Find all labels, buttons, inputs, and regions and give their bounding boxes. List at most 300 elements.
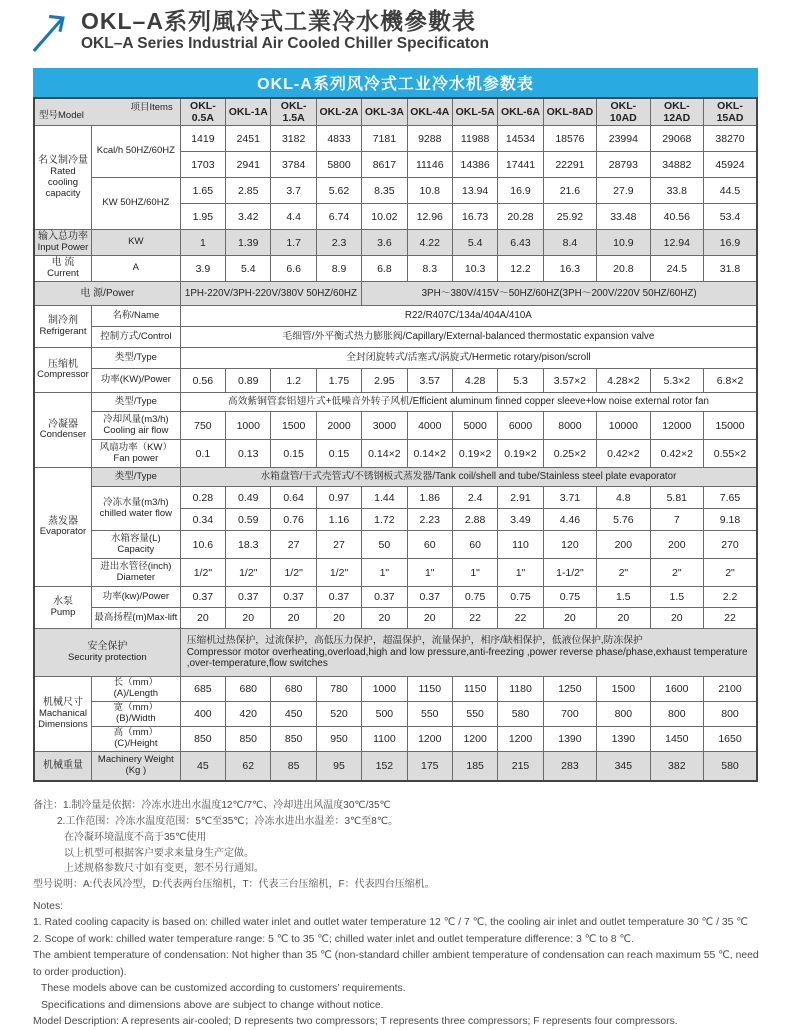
section-rated-cooling-capacity [34, 126, 91, 230]
spec-value-cell: 3.42 [226, 204, 271, 230]
spec-value-cell: 800 [650, 701, 703, 726]
item-kw-label: KW 50HZ/60HZ [91, 178, 180, 230]
note-line: These models above can be customized according to customers’ requirements. [41, 983, 406, 995]
spec-value-cell: 33.8 [650, 178, 703, 204]
spec-value-cell: 0.34 [180, 509, 225, 531]
section-mechanical-dimensions [34, 677, 91, 752]
spec-value-cell: 1390 [597, 726, 650, 751]
item-kcal-label: Kcal/h 50HZ/60HZ [91, 126, 180, 178]
spec-value-cell: 0.37 [271, 587, 316, 608]
spec-value-cell: 3.6 [362, 230, 407, 256]
model-header-cell: OKL-10AD [597, 98, 650, 126]
section-label-en: Compressor [37, 369, 89, 381]
row-evaporator-type [34, 468, 757, 487]
spec-value-cell: 850 [271, 726, 316, 751]
item-label-en: Fan power [113, 452, 159, 464]
table-title-bar: OKL-A系列风冷式工业冷水机参数表 [33, 68, 758, 97]
item-pipe-diameter [91, 559, 180, 587]
spec-value-cell: 7181 [362, 126, 407, 152]
notes-section [33, 798, 763, 1030]
item-refrigerant-control: 控制方式/Control [91, 327, 180, 348]
section-compressor [34, 348, 91, 393]
spec-value-cell: 6000 [498, 412, 543, 440]
spec-value-cell: 2" [597, 559, 650, 587]
note-line: 2. Scope of work: chilled water temperature range: 5 ℃ to 35 ℃; chilled water inlet and outlet temperature difference: 3 ℃ to 8 ℃. [33, 933, 634, 945]
section-label-en: Refrigerant [39, 325, 87, 337]
note-line: 以上机型可根据客户要求来量身生产定做。 [64, 847, 254, 859]
spec-value-cell: 4000 [407, 412, 452, 440]
spec-value-cell: 3182 [271, 126, 316, 152]
item-label-zh: 风扇功率（KW） [99, 441, 172, 453]
spec-value-cell: 1250 [543, 677, 596, 702]
spec-value-cell: 9.18 [704, 509, 757, 531]
spec-value-cell: 20.28 [498, 204, 543, 230]
spec-value-cell: 31.8 [704, 256, 757, 282]
row-input-power [34, 230, 757, 256]
spec-value-cell: 1450 [650, 726, 703, 751]
spec-value-cell: 2.88 [452, 509, 497, 531]
spec-value-cell: 1.5 [597, 587, 650, 608]
spec-value-cell: 22291 [543, 152, 596, 178]
spec-value-cell: 20 [316, 608, 361, 629]
section-label-zh: 蒸发器 [47, 515, 78, 527]
spec-value-cell: 5.3×2 [650, 369, 703, 393]
spec-value-cell: 12.2 [498, 256, 543, 282]
spec-value-cell: 0.37 [226, 587, 271, 608]
spec-value-cell: 1.95 [180, 204, 225, 230]
spec-value-cell: 283 [543, 751, 596, 781]
spec-value-cell: 0.42×2 [650, 440, 703, 468]
refrigerant-name-value: R22/R407C/134a/404A/410A [180, 306, 757, 327]
spec-value-cell: 345 [597, 751, 650, 781]
spec-value-cell: 270 [704, 531, 757, 559]
spec-value-cell: 13.94 [452, 178, 497, 204]
spec-value-cell: 17441 [498, 152, 543, 178]
spec-value-cell: 5.76 [597, 509, 650, 531]
note-line: 2.工作范围：冷冻水温度范围：5℃至35℃；冷冻水进出水温差：3℃至8℃。 [57, 815, 399, 827]
spec-value-cell: 8617 [362, 152, 407, 178]
spec-value-cell: 23994 [597, 126, 650, 152]
section-label-en: Machanical Dimensions [38, 707, 88, 730]
model-header-cell: OKL-6A [498, 98, 543, 126]
section-power-supply: 电 源/Power [34, 282, 180, 306]
model-header-cell: OKL-4A [407, 98, 452, 126]
spec-value-cell: 0.15 [316, 440, 361, 468]
spec-value-cell: 0.1 [180, 440, 225, 468]
item-tank-capacity [91, 531, 180, 559]
spec-value-cell: 20 [597, 608, 650, 629]
spec-value-cell: 0.75 [498, 587, 543, 608]
spec-value-cell: 0.55×2 [704, 440, 757, 468]
note-line: 1. Rated cooling capacity is based on: chilled water inlet and outlet water temperature 12 ℃ / 7 ℃, the cooling air inlet and outlet temperature 30 ℃ / 35 ℃ [33, 917, 748, 929]
spec-value-cell: 38270 [704, 126, 757, 152]
item-compressor-power: 功率(KW)/Power [91, 369, 180, 393]
spec-value-cell: 4833 [316, 126, 361, 152]
row-width [34, 701, 757, 726]
spec-value-cell: 0.75 [452, 587, 497, 608]
row-fan-power [34, 440, 757, 468]
spec-value-cell: 1.72 [362, 509, 407, 531]
spec-value-cell: 2000 [316, 412, 361, 440]
model-header-cell: OKL-1.5A [271, 98, 316, 126]
item-label-zh: 进出水管径(inch) [100, 560, 172, 572]
spec-value-cell: 2.3 [316, 230, 361, 256]
spec-value-cell: 28793 [597, 152, 650, 178]
section-label-zh: 安全保护 [87, 641, 128, 653]
item-evaporator-type: 类型/Type [91, 468, 180, 487]
spec-value-cell: 8.3 [407, 256, 452, 282]
spec-value-cell: 11988 [452, 126, 497, 152]
spec-value-cell: 0.37 [407, 587, 452, 608]
refrigerant-control-value: 毛细管/外平衡式热力膨胀阀/Capillary/External-balanced thermostatic expansion valve [180, 327, 757, 348]
spec-value-cell: 0.25×2 [543, 440, 596, 468]
spec-value-cell: 12.96 [407, 204, 452, 230]
spec-value-cell: 5.81 [650, 487, 703, 509]
item-pump-power: 功率(kw)/Power [91, 587, 180, 608]
spec-value-cell: 33.48 [597, 204, 650, 230]
spec-value-cell: 3.57×2 [543, 369, 596, 393]
spec-value-cell: 580 [498, 701, 543, 726]
spec-value-cell: 20 [271, 608, 316, 629]
condenser-type-value: 高效紫铜管套铝翅片式+低噪音外转子风机/Efficient aluminum finned copper sleeve+low noise external rotor fan [180, 393, 757, 412]
note-line: Specifications and dimensions above are subject to change without notice. [41, 999, 384, 1011]
spec-value-cell: 0.37 [362, 587, 407, 608]
model-header-cell: OKL-3A [362, 98, 407, 126]
item-label-zh: 冷却风量(m3/h) [103, 413, 169, 425]
spec-value-cell: 10.8 [407, 178, 452, 204]
spec-value-cell: 4.46 [543, 509, 596, 531]
row-compressor-type [34, 348, 757, 369]
spec-value-cell: 1419 [180, 126, 225, 152]
spec-value-cell: 10.02 [362, 204, 407, 230]
spec-value-cell: 2.23 [407, 509, 452, 531]
spec-value-cell: 0.13 [226, 440, 271, 468]
model-header-cell: OKL-1A [226, 98, 271, 126]
spec-value-cell: 5.62 [316, 178, 361, 204]
spec-value-cell: 1.86 [407, 487, 452, 509]
row-chilled-water-flow-50 [34, 487, 757, 509]
item-chilled-water-flow [91, 487, 180, 531]
item-max-lift: 最高扬程(m)Max-lift [91, 608, 180, 629]
spec-value-cell: 120 [543, 531, 596, 559]
spec-value-cell: 215 [498, 751, 543, 781]
spec-value-cell: 3.9 [180, 256, 225, 282]
spec-value-cell: 62 [226, 751, 271, 781]
item-width: 宽（mm）(B)/Width [91, 701, 180, 726]
spec-value-cell: 16.9 [498, 178, 543, 204]
spec-value-cell: 0.64 [271, 487, 316, 509]
spec-value-cell: 3.57 [407, 369, 452, 393]
arrow-logo-icon [30, 8, 76, 54]
row-cooling-air-flow [34, 412, 757, 440]
spec-value-cell: 152 [362, 751, 407, 781]
spec-value-cell: 2.4 [452, 487, 497, 509]
section-current [34, 256, 91, 282]
section-security-protection [34, 629, 180, 677]
spec-value-cell: 800 [704, 701, 757, 726]
spec-value-cell: 27 [271, 531, 316, 559]
row-pump-power [34, 587, 757, 608]
spec-value-cell: 20 [650, 608, 703, 629]
spec-value-cell: 0.14×2 [362, 440, 407, 468]
spec-value-cell: 0.42×2 [597, 440, 650, 468]
spec-value-cell: 3.49 [498, 509, 543, 531]
spec-value-cell: 14534 [498, 126, 543, 152]
spec-value-cell: 60 [407, 531, 452, 559]
row-current [34, 256, 757, 282]
spec-value-cell: 1.5 [650, 587, 703, 608]
row-power-supply [34, 282, 757, 306]
corner-cell [34, 98, 180, 126]
spec-value-cell: 8.35 [362, 178, 407, 204]
spec-value-cell: 16.9 [704, 230, 757, 256]
spec-value-cell: 680 [271, 677, 316, 702]
corner-items-label: 项目Items [130, 102, 173, 113]
evaporator-type-value: 水箱盘管/干式壳管式/不锈钢板式蒸发器/Tank coil/shell and tube/Stainless steel plate evaporator [180, 468, 757, 487]
spec-value-cell: 5000 [452, 412, 497, 440]
spec-value-cell: 1" [362, 559, 407, 587]
row-compressor-power [34, 369, 757, 393]
row-kcal-50hz [34, 126, 757, 152]
section-label-zh: 电 流 [51, 257, 75, 269]
spec-value-cell: 2100 [704, 677, 757, 702]
model-header-row [34, 98, 757, 126]
spec-value-cell: 12.94 [650, 230, 703, 256]
spec-value-cell: 24.5 [650, 256, 703, 282]
spec-value-cell: 9288 [407, 126, 452, 152]
model-header-cell: OKL-2A [316, 98, 361, 126]
spec-value-cell: 22 [704, 608, 757, 629]
section-refrigerant [34, 306, 91, 348]
spec-value-cell: 1000 [226, 412, 271, 440]
spec-value-cell: 1" [407, 559, 452, 587]
spec-value-cell: 2451 [226, 126, 271, 152]
spec-value-cell: 110 [498, 531, 543, 559]
row-tank-capacity [34, 531, 757, 559]
note-line: 上述规格参数尺寸如有变更，恕不另行通知。 [64, 863, 264, 875]
spec-value-cell: 20 [543, 608, 596, 629]
spec-value-cell: 200 [650, 531, 703, 559]
item-label-zh: 水箱容量(L) [111, 532, 161, 544]
spec-value-cell: 2" [650, 559, 703, 587]
spec-value-cell: 12000 [650, 412, 703, 440]
spec-value-cell: 2.95 [362, 369, 407, 393]
spec-value-cell: 22 [498, 608, 543, 629]
spec-value-cell: 44.5 [704, 178, 757, 204]
spec-value-cell: 520 [316, 701, 361, 726]
spec-value-cell: 0.59 [226, 509, 271, 531]
spec-value-cell: 950 [316, 726, 361, 751]
spec-value-cell: 4.28×2 [597, 369, 650, 393]
security-text-zh: 压缩机过热保护，过流保护，高低压力保护，超温保护，流量保护，相序/缺相保护，低液位保护,防冻保护 [186, 635, 643, 647]
spec-value-cell: 5.4 [226, 256, 271, 282]
spec-value-cell: 20 [180, 608, 225, 629]
spec-value-cell: 3784 [271, 152, 316, 178]
spec-value-cell: 1500 [597, 677, 650, 702]
spec-value-cell: 1" [452, 559, 497, 587]
item-input-unit: KW [91, 230, 180, 256]
row-machinery-weight [34, 751, 757, 781]
spec-value-cell: 0.14×2 [407, 440, 452, 468]
spec-value-cell: 40.56 [650, 204, 703, 230]
item-label-en: Cooling air flow [103, 424, 169, 436]
spec-value-cell: 4.4 [271, 204, 316, 230]
row-condenser-type [34, 393, 757, 412]
spec-value-cell: 2.85 [226, 178, 271, 204]
spec-value-cell: 0.76 [271, 509, 316, 531]
spec-value-cell: 2.91 [498, 487, 543, 509]
power-supply-3ph: 3PH～380V/415V～50HZ/60HZ(3PH～200V/220V 50HZ/60HZ) [362, 282, 757, 306]
spec-value-cell: 0.15 [271, 440, 316, 468]
section-label-en: Evaporator [39, 526, 87, 538]
spec-value-cell: 580 [704, 751, 757, 781]
note-line: Notes: [33, 900, 64, 912]
spec-value-cell: 20 [226, 608, 271, 629]
spec-value-cell: 1200 [452, 726, 497, 751]
item-current-unit: A [91, 256, 180, 282]
spec-value-cell: 1150 [452, 677, 497, 702]
spec-table-wrap [33, 68, 758, 782]
row-max-lift [34, 608, 757, 629]
spec-value-cell: 1-1/2" [543, 559, 596, 587]
spec-value-cell: 8000 [543, 412, 596, 440]
spec-value-cell: 34882 [650, 152, 703, 178]
spec-value-cell: 18576 [543, 126, 596, 152]
spec-value-cell: 7.65 [704, 487, 757, 509]
spec-value-cell: 16.3 [543, 256, 596, 282]
spec-value-cell: 0.49 [226, 487, 271, 509]
section-label-zh: 制冷剂 [47, 315, 78, 327]
security-protection-value [180, 629, 757, 677]
spec-value-cell: 0.19×2 [498, 440, 543, 468]
spec-value-cell: 50 [362, 531, 407, 559]
corner-model-label: 型号Model [39, 110, 84, 122]
power-supply-1ph: 1PH-220V/3PH-220V/380V 50HZ/60HZ [180, 282, 362, 306]
spec-value-cell: 0.28 [180, 487, 225, 509]
spec-value-cell: 1.16 [316, 509, 361, 531]
row-pipe-diameter [34, 559, 757, 587]
spec-value-cell: 1" [498, 559, 543, 587]
item-length: 长（mm）(A)/Length [91, 677, 180, 702]
spec-value-cell: 6.8 [362, 256, 407, 282]
spec-value-cell: 500 [362, 701, 407, 726]
spec-value-cell: 11146 [407, 152, 452, 178]
spec-value-cell: 1000 [362, 677, 407, 702]
spec-value-cell: 53.4 [704, 204, 757, 230]
spec-value-cell: 20 [362, 608, 407, 629]
spec-value-cell: 60 [452, 531, 497, 559]
spec-value-cell: 8.9 [316, 256, 361, 282]
spec-value-cell: 1650 [704, 726, 757, 751]
item-height: 高（mm）(C)/Height [91, 726, 180, 751]
note-line: 备注：1.制冷量是依据：冷冻水进出水温度12℃/7℃、冷却进出风温度30℃/35℃ [33, 800, 391, 812]
spec-value-cell: 1.44 [362, 487, 407, 509]
spec-value-cell: 6.6 [271, 256, 316, 282]
section-label-zh: 冷凝器 [47, 418, 78, 430]
spec-value-cell: 850 [180, 726, 225, 751]
spec-value-cell: 3.71 [543, 487, 596, 509]
section-label-en: Input Power [37, 241, 89, 253]
spec-value-cell: 0.97 [316, 487, 361, 509]
section-pump [34, 587, 91, 629]
spec-value-cell: 15000 [704, 412, 757, 440]
spec-value-cell: 22 [452, 608, 497, 629]
section-label-en: Pump [50, 606, 76, 618]
spec-value-cell: 20 [407, 608, 452, 629]
spec-value-cell: 6.8×2 [704, 369, 757, 393]
spec-value-cell: 550 [407, 701, 452, 726]
spec-value-cell: 6.74 [316, 204, 361, 230]
spec-value-cell: 800 [597, 701, 650, 726]
model-header-cell: OKL-15AD [704, 98, 757, 126]
model-header-cell: OKL-12AD [650, 98, 703, 126]
spec-value-cell: 1/2" [316, 559, 361, 587]
spec-value-cell: 780 [316, 677, 361, 702]
spec-value-cell: 18.3 [226, 531, 271, 559]
spec-value-cell: 45924 [704, 152, 757, 178]
spec-value-cell: 8.4 [543, 230, 596, 256]
spec-value-cell: 4.8 [597, 487, 650, 509]
spec-value-cell: 10.3 [452, 256, 497, 282]
spec-value-cell: 450 [271, 701, 316, 726]
item-refrigerant-name: 名称/Name [91, 306, 180, 327]
spec-value-cell: 27 [316, 531, 361, 559]
spec-value-cell: 550 [452, 701, 497, 726]
spec-value-cell: 0.37 [180, 587, 225, 608]
spec-value-cell: 7 [650, 509, 703, 531]
spec-value-cell: 185 [452, 751, 497, 781]
spec-value-cell: 95 [316, 751, 361, 781]
section-machinery-weight: 机械重量 [34, 751, 91, 781]
item-cooling-air-flow [91, 412, 180, 440]
section-evaporator [34, 468, 91, 587]
spec-value-cell: 1150 [407, 677, 452, 702]
spec-value-cell: 29068 [650, 126, 703, 152]
spec-value-cell: 5800 [316, 152, 361, 178]
item-machinery-weight: Machinery Weight (Kg ) [91, 751, 180, 781]
spec-value-cell: 1200 [498, 726, 543, 751]
section-label-en: Security protection [68, 651, 147, 663]
spec-value-cell: 1703 [180, 152, 225, 178]
note-line: 型号说明：A:代表风冷型，D:代表两台压缩机，T：代表三台压缩机，F：代表四台压缩机。 [33, 879, 435, 891]
spec-value-cell: 16.73 [452, 204, 497, 230]
note-line: Model Description: A represents air-cooled; D represents two compressors; T represents three compressors; F represents four compressors. [33, 1016, 678, 1027]
spec-value-cell: 0.19×2 [452, 440, 497, 468]
model-header-cell: OKL-8AD [543, 98, 596, 126]
spec-value-cell: 85 [271, 751, 316, 781]
section-label-zh: 水泵 [52, 596, 73, 608]
section-condenser [34, 393, 91, 468]
spec-value-cell: 700 [543, 701, 596, 726]
spec-value-cell: 1/2" [226, 559, 271, 587]
spec-value-cell: 45 [180, 751, 225, 781]
spec-value-cell: 750 [180, 412, 225, 440]
page-header [0, 0, 789, 62]
spec-value-cell: 5.3 [498, 369, 543, 393]
spec-value-cell: 382 [650, 751, 703, 781]
spec-value-cell: 4.22 [407, 230, 452, 256]
row-refrigerant-control [34, 327, 757, 348]
spec-value-cell: 10.6 [180, 531, 225, 559]
spec-value-cell: 3000 [362, 412, 407, 440]
spec-value-cell: 1.39 [226, 230, 271, 256]
spec-value-cell: 2.2 [704, 587, 757, 608]
spec-value-cell: 5.4 [452, 230, 497, 256]
spec-value-cell: 1200 [407, 726, 452, 751]
spec-value-cell: 2941 [226, 152, 271, 178]
security-text-en: Compressor motor overheating,overload,high and low pressure,anti-freezing ,power reverse phase/phase,exhaust temperature ,over-temperature,flow switches [186, 646, 748, 670]
item-label-en: Diameter [116, 571, 156, 583]
